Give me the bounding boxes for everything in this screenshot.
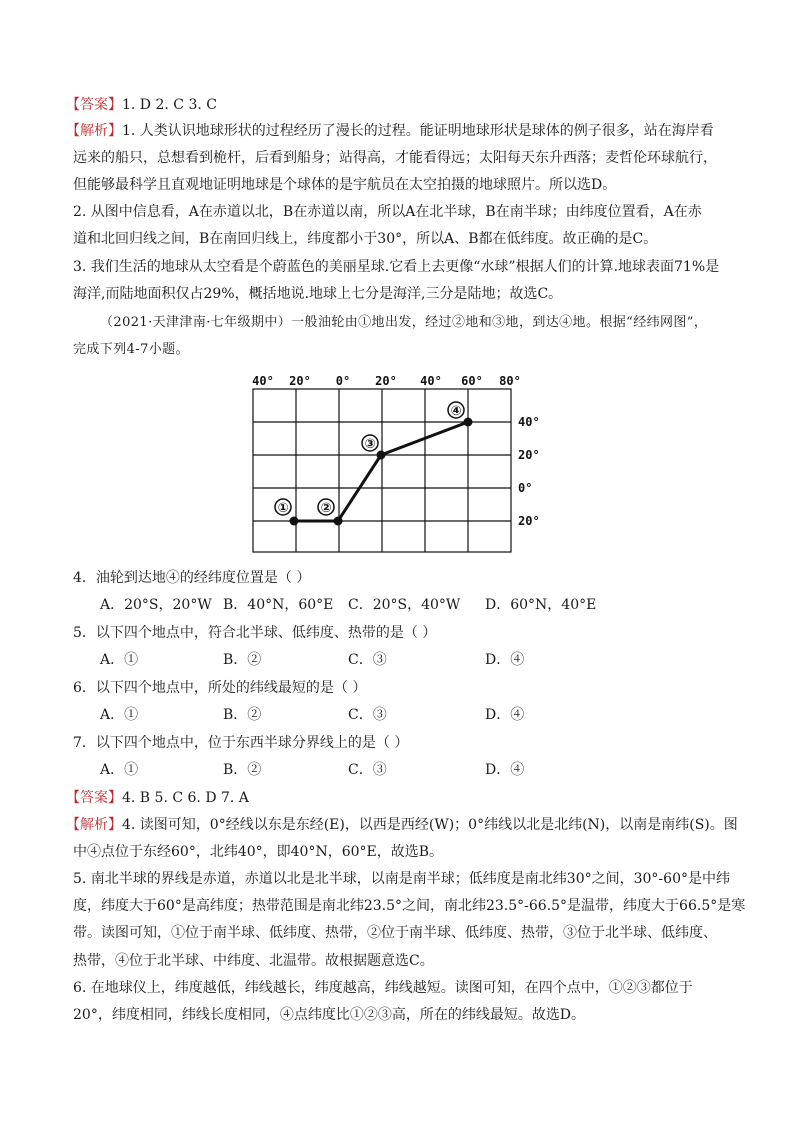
q4-option-a: A．20°S，20°W (100, 597, 212, 613)
q6-option-d: D．④ (485, 707, 525, 723)
q5-option-b: B．② (223, 652, 262, 668)
answer-text: 1. D 2. C 3. C (122, 97, 217, 113)
analysis-line: 6. 在地球仪上，纬度越低，纬线越长，纬度越高，纬线越短。读图可知，在四个点中，①②③都位于 (73, 980, 693, 996)
latitude-label: 0° (518, 481, 533, 495)
latitude-labels (518, 415, 540, 528)
analysis-line: 热带，④位于北半球、中纬度、北温带。故根据题意选C。 (73, 953, 434, 969)
answer-line-2 (66, 788, 249, 808)
analysis-line: 3. 我们生活的地球从太空看是个蔚蓝色的美丽星球.它看上去更像“水球”根据人们的计算.地球表面71%是 (73, 259, 720, 275)
analysis-line: 但能够最科学且直观地证明地球是个球体的是宇航员在太空拍摄的地球照片。所以选D。 (73, 177, 617, 193)
analysis-line: 20°，纬度相同，纬线长度相同，④点纬度比①②③高，所在的纬线最短。故选D。 (73, 1007, 586, 1023)
longitude-label: 20° (375, 374, 397, 388)
analysis-line: 中④点位于东经60°，北纬40°，即40°N，60°E，故选B。 (73, 844, 444, 860)
route-points (290, 418, 473, 526)
q6-option-a: A．① (100, 707, 139, 723)
point-label-4: ④ (450, 404, 462, 419)
longitude-label: 40° (420, 374, 442, 388)
analysis-text: 4. 读图可知，0°经线以东是东经(E)，以西是西经(W)；0°纬线以北是北纬(N)，以南是南纬(S)。图 (122, 817, 738, 833)
longitude-label: 80° (499, 374, 521, 388)
q6-option-c: C．③ (348, 707, 387, 723)
point-label-texts (277, 404, 461, 516)
q5-option-c: C．③ (348, 652, 387, 668)
q4-option-d: D．60°N，40°E (485, 597, 597, 613)
q6-option-b: B．② (223, 707, 262, 723)
latitude-label: 20° (518, 514, 540, 528)
q7-option-b: B．② (223, 762, 262, 778)
analysis-tag: 【解析】 (66, 123, 122, 139)
question-6-stem: 6．以下四个地点中，所处的纬线最短的是（ ） (73, 680, 367, 696)
question-intro: （2021·天津津南·七年级期中）一般油轮由①地出发，经过②地和③地，到达④地。根据“经纬网图”， (100, 315, 708, 330)
analysis-line: 2. 从图中信息看，A在赤道以北，B在赤道以南，所以A在北半球，B在南半球；由纬度位置看，A在赤 (73, 204, 702, 220)
answer-tag: 【答案】 (66, 97, 122, 113)
question-4-stem: 4．油轮到达地④的经纬度位置是（ ） (73, 570, 311, 586)
grid (253, 389, 511, 552)
analysis-line: 5. 南北半球的界线是赤道，赤道以北是北半球，以南是南半球；低纬度是南北纬30°之间，30°-60°是中纬 (73, 871, 730, 887)
q7-option-d: D．④ (485, 762, 525, 778)
analysis-line: 海洋,而陆地面积仅占29%，概括地说.地球上七分是海洋,三分是陆地；故选C。 (73, 286, 563, 302)
point-2-marker (334, 517, 343, 526)
analysis-line: 道和北回归线之间，B在南回归线上，纬度都小于30°，所以A、B都在低纬度。故正确的是C。 (73, 231, 658, 247)
longitude-label: 20° (289, 374, 311, 388)
q4-option-c: C．20°S，40°W (348, 597, 461, 613)
question-7-stem: 7．以下四个地点中，位于东西半球分界线上的是（ ） (73, 735, 409, 751)
question-5-stem: 5．以下四个地点中，符合北半球、低纬度、热带的是（ ） (73, 625, 437, 641)
q7-option-a: A．① (100, 762, 139, 778)
longitude-label: 0° (335, 374, 351, 388)
point-label-3: ③ (364, 437, 376, 452)
point-labels (275, 402, 464, 515)
q7-option-c: C．③ (348, 762, 387, 778)
latitude-label: 20° (518, 448, 540, 462)
longitude-label: 60° (461, 374, 483, 388)
q5-option-a: A．① (100, 652, 139, 668)
answer-tag: 【答案】 (66, 790, 122, 806)
point-1-marker (290, 517, 299, 526)
analysis-line: 带。读图可知，①位于南半球、低纬度、热带，②位于南半球、低纬度、热带，③位于北半球、低纬度、 (73, 925, 717, 941)
q5-option-d: D．④ (485, 652, 525, 668)
q4-option-b: B．40°N，60°E (223, 597, 334, 613)
latitude-label: 40° (518, 415, 540, 429)
answer-text: 4. B 5. C 6. D 7. A (122, 790, 249, 806)
point-4-marker (464, 418, 473, 427)
analysis-line: 远来的船只，总想看到桅杆，后看到船身；站得高，才能看得远；太阳每天东升西落；麦哲伦环球航行， (73, 150, 717, 166)
longitude-labels (252, 374, 521, 388)
point-label-2: ② (320, 501, 332, 516)
longitude-label: 40° (252, 374, 274, 388)
point-3-marker (377, 451, 386, 460)
analysis-text: 1. 人类认识地球形状的过程经历了漫长的过程。能证明地球形状是球体的例子很多，站在海岸看 (122, 123, 714, 139)
analysis-line (66, 815, 738, 835)
question-intro: 完成下列4-7小题。 (73, 342, 189, 357)
point-label-1: ① (277, 501, 289, 516)
analysis-tag: 【解析】 (66, 817, 122, 833)
analysis-line: 度，纬度大于60°是高纬度；热带范围是南北纬23.5°之间，南北纬23.5°-66.5°是温带，纬度大于66.5°是寒 (73, 898, 746, 914)
